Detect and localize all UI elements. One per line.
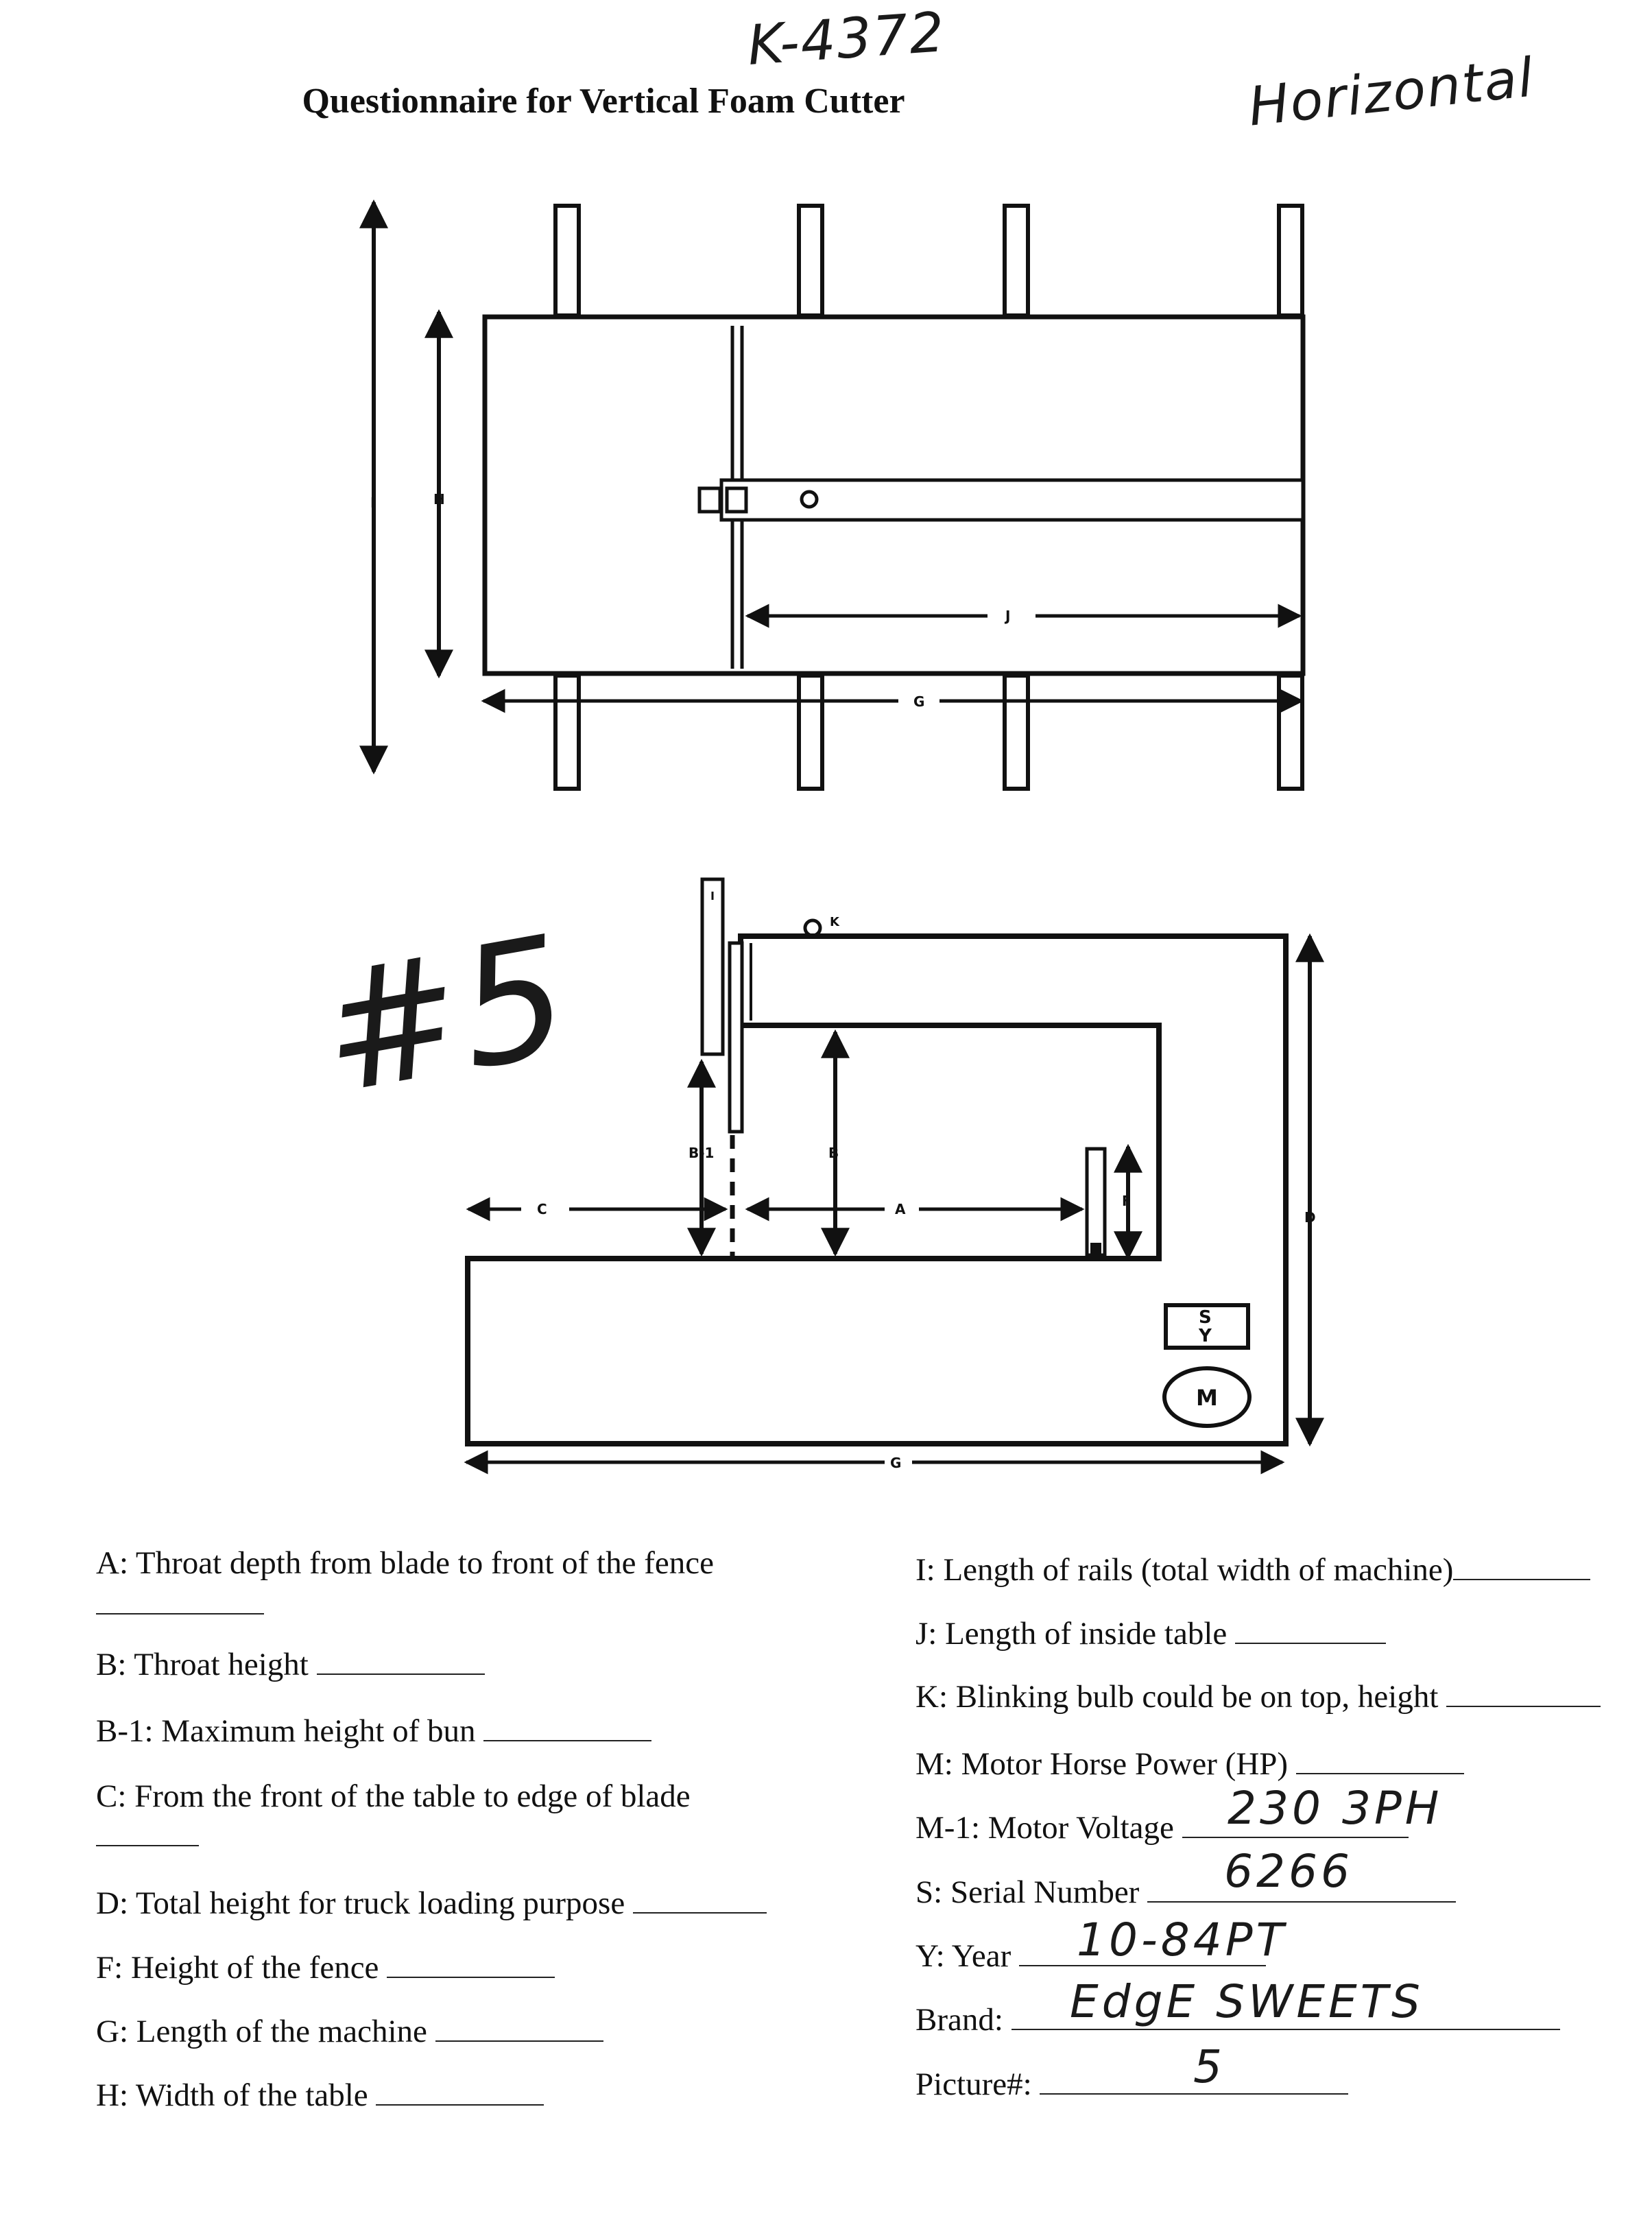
- question-picture: Picture#:: [915, 2066, 1348, 2103]
- question-a: A: Throat depth from blade to front of the fence: [96, 1545, 714, 1581]
- rail-bottom-4: [1279, 676, 1302, 789]
- handwritten-orientation: Horizontal: [1245, 47, 1537, 139]
- side-view-diagram: [466, 879, 1310, 1462]
- answer-field-s[interactable]: [1147, 1897, 1456, 1903]
- label-i: I: [370, 495, 376, 511]
- handwritten-serial-number: 6266: [1224, 1845, 1353, 1898]
- answer-field-f[interactable]: [387, 1973, 555, 1978]
- answer-field-h[interactable]: [376, 2100, 544, 2106]
- question-d: D: Total height for truck loading purpose: [96, 1885, 767, 1922]
- handwritten-motor-voltage: 230 3PH: [1228, 1782, 1443, 1835]
- label-y: Y: [1199, 1326, 1212, 1346]
- question-s: S: Serial Number: [915, 1874, 1456, 1911]
- answer-field-m[interactable]: [1296, 1769, 1464, 1774]
- question-c: C: From the front of the table to edge of blade: [96, 1778, 691, 1814]
- answer-field-b1[interactable]: [483, 1736, 651, 1741]
- label-b: B: [828, 1145, 839, 1161]
- rail-top-3: [1005, 206, 1028, 315]
- label-j: J: [1005, 608, 1011, 624]
- label-a: A: [895, 1201, 906, 1217]
- answer-field-j[interactable]: [1235, 1639, 1386, 1644]
- rail-top-4: [1279, 206, 1302, 315]
- question-f: F: Height of the fence: [96, 1949, 555, 1986]
- rail-top-2: [799, 206, 822, 315]
- rail-bottom-2: [799, 676, 822, 789]
- answer-field-k[interactable]: [1446, 1702, 1601, 1707]
- question-y: Y: Year: [915, 1938, 1266, 1975]
- label-d: D: [1304, 1209, 1316, 1226]
- answer-field-i[interactable]: [1453, 1575, 1590, 1580]
- handwritten-picture-number: 5: [1193, 2040, 1225, 2093]
- label-m: M: [1196, 1385, 1218, 1411]
- question-g: G: Length of the machine: [96, 2013, 603, 2050]
- answer-field-b[interactable]: [317, 1669, 485, 1675]
- label-g-side: G: [890, 1455, 902, 1471]
- handwritten-brand: EdgE SWEETS: [1070, 1975, 1424, 2028]
- carriage-bar: [721, 480, 1303, 520]
- label-f: F: [1122, 1193, 1132, 1209]
- handwritten-sheet-number: #5: [307, 899, 583, 1131]
- label-k: K: [830, 915, 839, 929]
- rail-bottom-1: [555, 676, 579, 789]
- question-k: K: Blinking bulb could be on top, height: [915, 1678, 1601, 1715]
- question-b: B: Throat height: [96, 1646, 485, 1683]
- rail-top-1: [555, 206, 579, 315]
- blade-column: [702, 879, 723, 1054]
- label-s: S: [1199, 1307, 1212, 1328]
- machine-frame: [468, 936, 1286, 1444]
- question-m1: M-1: Motor Voltage: [915, 1809, 1409, 1846]
- answer-field-g[interactable]: [435, 2036, 603, 2042]
- question-i: I: Length of rails (total width of machine): [915, 1551, 1590, 1588]
- fence: [1087, 1149, 1105, 1255]
- question-j: J: Length of inside table: [915, 1615, 1386, 1652]
- handwritten-code: K-4372: [745, 0, 948, 78]
- label-b1: B-1: [689, 1145, 715, 1161]
- label-c: C: [537, 1201, 547, 1217]
- blinking-bulb: [805, 920, 820, 936]
- rail-bottom-3: [1005, 676, 1028, 789]
- question-c-blank[interactable]: [96, 1818, 199, 1855]
- question-b1: B-1: Maximum height of bun: [96, 1713, 651, 1750]
- answer-field-d[interactable]: [633, 1908, 767, 1914]
- label-g-top: G: [913, 693, 925, 710]
- page-title: Questionnaire for Vertical Foam Cutter: [302, 82, 905, 121]
- question-a-blank[interactable]: [96, 1586, 264, 1623]
- label-h: H: [433, 491, 445, 508]
- top-view-diagram: [374, 202, 1303, 789]
- question-h: H: Width of the table: [96, 2077, 544, 2114]
- question-m: M: Motor Horse Power (HP): [915, 1746, 1464, 1783]
- question-brand: Brand:: [915, 2001, 1560, 2038]
- handwritten-year: 10-84PT: [1077, 1914, 1287, 1966]
